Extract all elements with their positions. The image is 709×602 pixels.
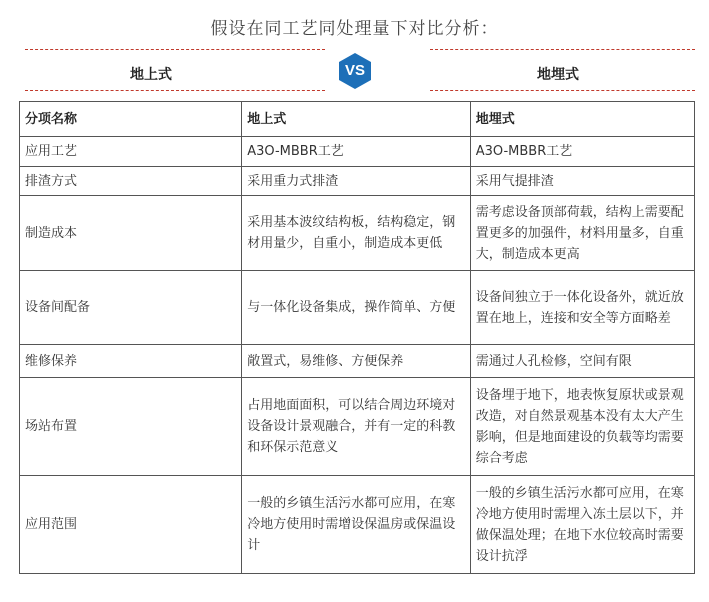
header-above-ground: 地上式 [242, 102, 470, 137]
table-row [20, 378, 695, 476]
comparison-header [0, 44, 709, 96]
row-underground: 一般的乡镇生活污水都可应用，在寒冷地方使用时需埋入冻土层以下，并做保温处理；在地下水位较高时需要设计抗浮 [470, 476, 694, 574]
row-underground: 设备间独立于一体化设备外，就近放置在地上，连接和安全等方面略差 [470, 271, 694, 345]
table-row [20, 345, 695, 378]
row-underground: 需考虑设备顶部荷载，结构上需要配置更多的加强件，材料用量多，自重大，制造成本更高 [470, 196, 694, 271]
row-above-ground: A3O-MBBR工艺 [242, 137, 470, 167]
table-row [20, 196, 695, 271]
comparison-table [19, 101, 695, 574]
right-top-divider [430, 49, 695, 50]
row-category: 场站布置 [20, 378, 242, 476]
row-category: 维修保养 [20, 345, 242, 378]
header-underground: 地埋式 [470, 102, 694, 137]
underground-label: 地埋式 [537, 67, 579, 83]
row-category: 设备间配备 [20, 271, 242, 345]
table-row [20, 137, 695, 167]
row-underground: 设备埋于地下，地表恢复原状或景观改造，对自然景观基本没有太大产生影响，但是地面建设的负载等均需要综合考虑 [470, 378, 694, 476]
page-title: 假设在同工艺同处理量下对比分析： [210, 19, 499, 39]
table-row [20, 476, 695, 574]
row-category: 制造成本 [20, 196, 242, 271]
left-bottom-divider [25, 90, 325, 91]
row-category: 应用工艺 [20, 137, 242, 167]
row-underground: 采用气提排渣 [470, 167, 694, 196]
row-above-ground: 占用地面面积，可以结合周边环境对设备设计景观融合，并有一定的科教和环保示范意义 [242, 378, 470, 476]
row-above-ground: 采用重力式排渣 [242, 167, 470, 196]
row-category: 排渣方式 [20, 167, 242, 196]
table-header-row [20, 102, 695, 137]
row-underground: A3O-MBBR工艺 [470, 137, 694, 167]
header-category: 分项名称 [20, 102, 242, 137]
table-row [20, 271, 695, 345]
row-category: 应用范围 [20, 476, 242, 574]
above-ground-label: 地上式 [130, 67, 172, 83]
left-top-divider [25, 49, 325, 50]
vs-badge-text: VS [344, 62, 365, 79]
row-above-ground: 敞置式，易维修、方便保养 [242, 345, 470, 378]
table-row [20, 167, 695, 196]
row-above-ground: 一般的乡镇生活污水都可应用，在寒冷地方使用时需增设保温房或保温设计 [242, 476, 470, 574]
row-above-ground: 采用基本波纹结构板，结构稳定，钢材用量少，自重小，制造成本更低 [242, 196, 470, 271]
row-underground: 需通过人孔检修，空间有限 [470, 345, 694, 378]
right-bottom-divider [430, 90, 695, 91]
row-above-ground: 与一体化设备集成，操作简单、方便 [242, 271, 470, 345]
